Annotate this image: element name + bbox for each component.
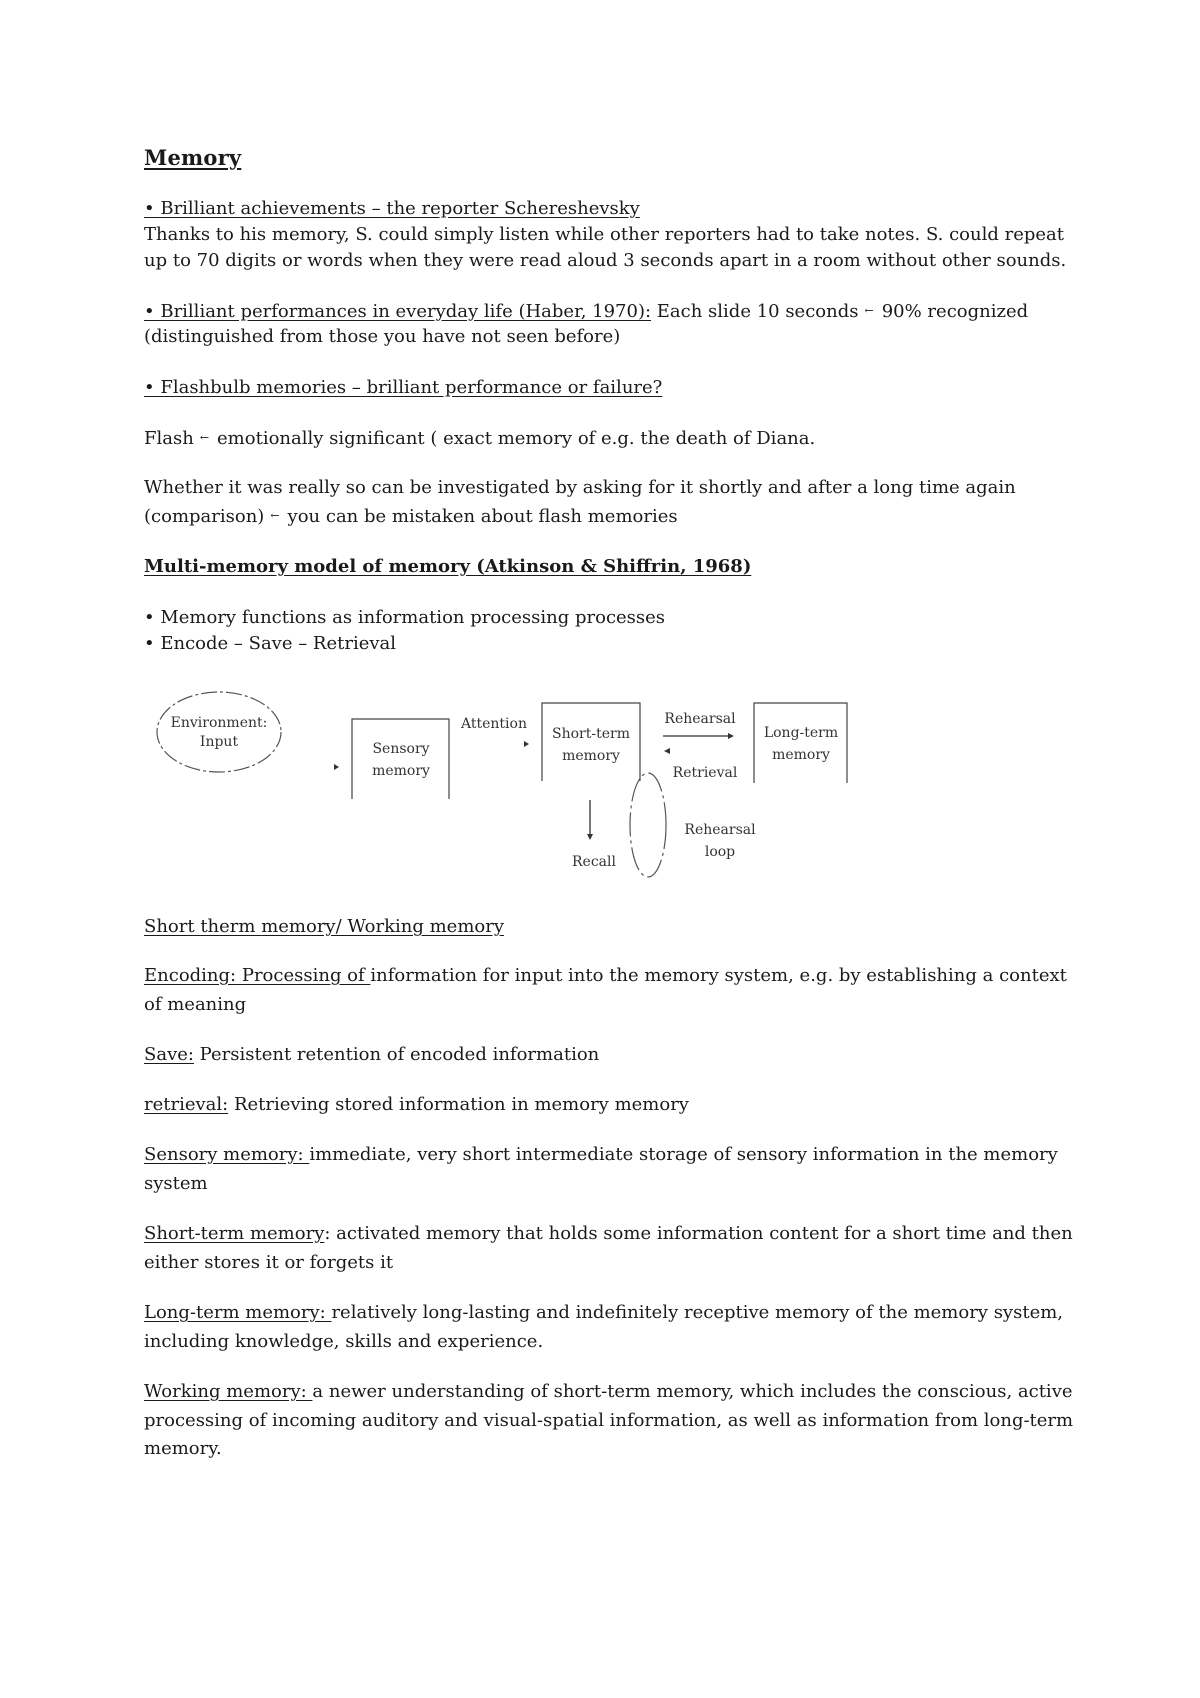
retrieval-label: Retrieval bbox=[672, 765, 738, 781]
flash-word: Flash bbox=[144, 428, 194, 449]
sensory-box bbox=[352, 719, 449, 799]
definition-stm bbox=[144, 1220, 1074, 1277]
definition-encoding bbox=[144, 962, 1074, 1019]
definition-retrieval bbox=[144, 1091, 1074, 1119]
section-heading-flashbulb: • Flashbulb memories – brilliant performance or failure? bbox=[144, 377, 663, 398]
page-title: Memory bbox=[144, 145, 242, 170]
section-heading-schereshevsky: • Brilliant achievements – the reporter Schereshevsky bbox=[144, 198, 640, 219]
attention-label: Attention bbox=[461, 716, 527, 732]
definition-ltm bbox=[144, 1299, 1074, 1356]
stm-heading-a: Short therm bbox=[144, 916, 262, 937]
def-sensory: immediate, very short intermediate storage of sensory information in the memory system bbox=[144, 1144, 1058, 1194]
comparison-word: (comparison) bbox=[144, 506, 265, 527]
ltm-label-1: Long-term bbox=[763, 725, 839, 741]
sensory-label-1: Sensory bbox=[372, 741, 430, 757]
loop-label-2: loop bbox=[704, 844, 736, 860]
arrow-icon: ← bbox=[270, 509, 280, 522]
loop-label-1: Rehearsal bbox=[684, 822, 756, 838]
definition-save bbox=[144, 1041, 1074, 1069]
stm-label-2: memory bbox=[562, 748, 620, 764]
stm-label-1: Short-term bbox=[552, 726, 630, 742]
arrow-head bbox=[587, 834, 593, 840]
paragraph-line: Thanks to his memory, S. could simply listen while other reporters had to take notes. S. could repeat bbox=[144, 224, 1065, 245]
def-encoding: information for input into the memory system, e.g. by establishing a context of meaning bbox=[144, 965, 1067, 1015]
paragraph-line: up to 70 digits or words when they were read aloud 3 seconds apart in a room without other sounds. bbox=[144, 250, 1067, 271]
definition-sensory bbox=[144, 1141, 1074, 1198]
env-label-1: Environment: bbox=[170, 715, 268, 731]
rehearsal-loop bbox=[630, 773, 666, 877]
term-encoding: Encoding: Processing of bbox=[144, 965, 371, 986]
stm-heading-b: memory/ Working memory bbox=[261, 916, 505, 937]
term-sensory: Sensory memory: bbox=[144, 1144, 310, 1165]
arrow-head bbox=[334, 764, 339, 770]
comparison-text: you can be mistaken about flash memories bbox=[287, 506, 678, 527]
term-ltm: Long-term memory: bbox=[144, 1302, 332, 1323]
paragraph-line: (distinguished from those you have not seen before) bbox=[144, 326, 621, 347]
haber-text: Each slide 10 seconds bbox=[651, 301, 859, 322]
ltm-label-2: memory bbox=[772, 747, 830, 763]
term-save: Save: bbox=[144, 1044, 194, 1065]
sensory-label-2: memory bbox=[372, 763, 430, 779]
def-save: Persistent retention of encoded information bbox=[193, 1044, 600, 1065]
stm-box bbox=[542, 703, 640, 781]
def-stm: : activated memory that holds some information content for a short time and then either stores it or forgets it bbox=[144, 1223, 1073, 1273]
bullet-item: • Encode – Save – Retrieval bbox=[144, 633, 397, 654]
term-stm: Short-term memory bbox=[144, 1223, 325, 1244]
stm-heading bbox=[144, 913, 1074, 941]
def-ltm: relatively long-lasting and indefinitely receptive memory of the memory system, including knowledge, skills and experience. bbox=[144, 1302, 1064, 1352]
env-label-2: Input bbox=[199, 734, 239, 750]
term-retrieval: retrieval: bbox=[144, 1094, 229, 1115]
def-retrieval: Retrieving stored information in memory memory bbox=[228, 1094, 689, 1115]
flash-text: emotionally significant ( exact memory of e.g. the death of Diana. bbox=[217, 428, 816, 449]
rehearsal-label: Rehearsal bbox=[664, 711, 736, 727]
bullet-item: • Memory functions as information processing processes bbox=[144, 607, 666, 628]
haber-text-b: 90% recognized bbox=[881, 301, 1029, 322]
section-heading-haber: • Brilliant performances in everyday life (Haber, 1970): bbox=[144, 301, 652, 322]
environment-ellipse bbox=[157, 692, 281, 772]
arrow-head bbox=[728, 733, 734, 739]
arrow-icon: ← bbox=[864, 304, 874, 317]
paragraph-line: Whether it was really so can be investigated by asking for it shortly and after a long time again bbox=[144, 477, 1016, 498]
arrow-head bbox=[524, 741, 529, 747]
recall-label: Recall bbox=[572, 854, 616, 870]
term-working-memory: Working memory: bbox=[144, 1381, 313, 1402]
arrow-head bbox=[664, 748, 670, 754]
definition-working-memory bbox=[144, 1378, 1074, 1464]
model-heading: Multi-memory model of memory (Atkinson & Shiffrin, 1968) bbox=[144, 556, 752, 577]
arrow-icon: ← bbox=[199, 431, 210, 444]
def-working-memory: a newer understanding of short-term memory, which includes the conscious, active processing of incoming auditory and visual-spatial information, as well as information from long-term memory. bbox=[144, 1381, 1074, 1459]
ltm-box bbox=[754, 703, 847, 783]
